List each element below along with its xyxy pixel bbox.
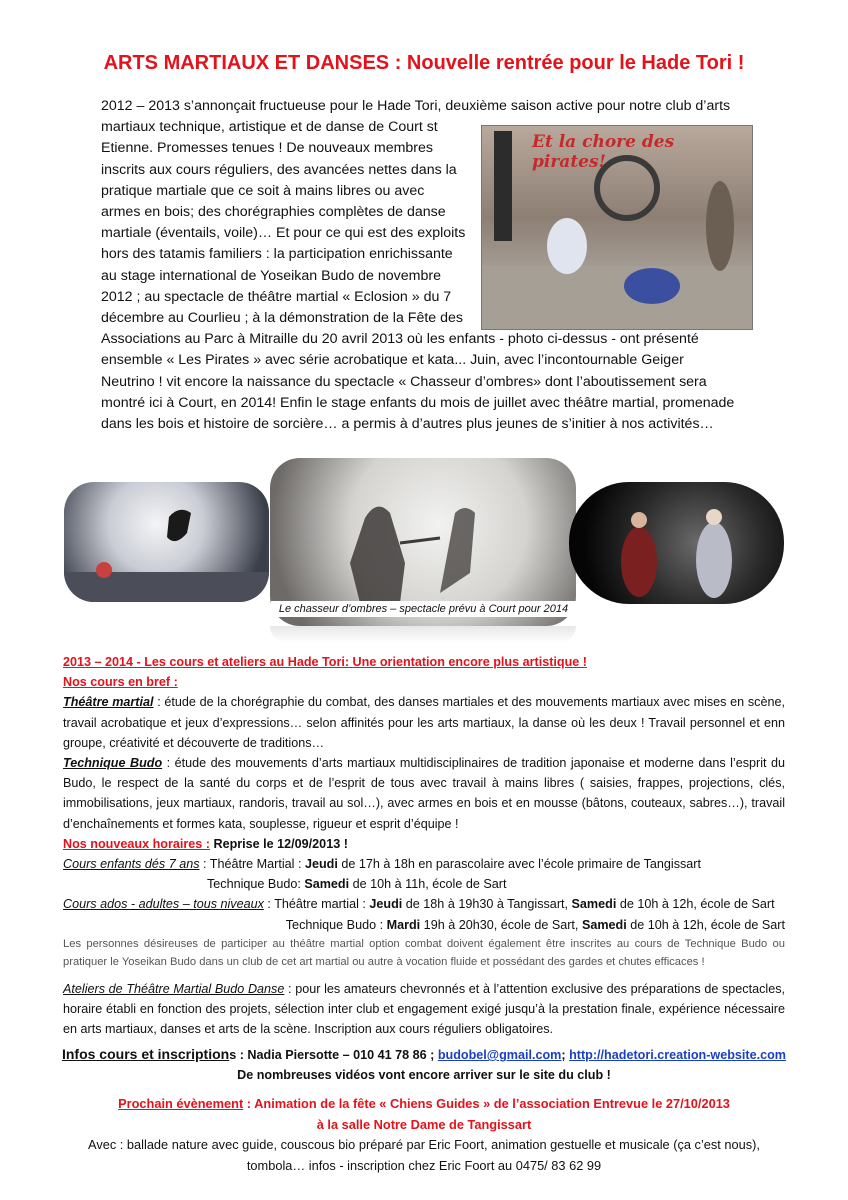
gallery-reflection <box>270 626 576 643</box>
ados-time-2b: de 10h à 12h, école de Sart <box>626 917 785 932</box>
videos-line: De nombreuses vidéos vont encore arriver sur le site du club ! <box>237 1068 611 1082</box>
nos-cours-heading: Nos cours en bref : <box>63 675 178 690</box>
shadow-photo-right-scene <box>569 482 784 604</box>
note-paragraph: Les personnes désireuses de participer au théâtre martial option combat doivent également être inscrites au cours de Technique Budo ou pratiquer le Yoseikan Budo dans un club de cet art martial ou autre à vocation fluide et possédant des gardes et chutes efficaces ! <box>63 937 785 968</box>
event-line-4: tombola… infos - inscription chez Eric Foort au 0475/ 83 62 99 <box>246 1157 602 1173</box>
website-link[interactable]: http://hadetori.creation-website.com <box>569 1048 787 1062</box>
ados-day-2: Mardi <box>386 917 421 932</box>
courses-section <box>63 652 785 1039</box>
theatre-label: Théâtre martial <box>63 695 154 710</box>
intro-line: pratique martiale que ce soit à mains libres ou avec <box>101 182 425 199</box>
theatre-paragraph <box>63 692 785 753</box>
theatre-text: : étude de la chorégraphie du combat, des danses martiales et des mouvements martiaux avec mises en scène, travail acrobatique et jeux d’expressions… selon affinités pour les arts martiaux, la danse où les deux ! Travail personnel et enn groupe, créativité et découverte de traditions… <box>63 695 785 750</box>
enfants-day-1: Jeudi <box>304 857 338 872</box>
intro-line: inscrits aux cours réguliers, des avancées nettes dans la <box>101 161 457 178</box>
intro-line: armes en bois; des chorégraphies complètes de danse <box>101 204 446 221</box>
event-line-3: Avec : ballade nature avec guide, couscous bio préparé par Eric Foort, animation gestuelle et musicale (ça c’est nous), <box>88 1137 760 1152</box>
intro-line: 2012 – 2013 s’annonçait fructueuse pour le Hade Tori, deuxième saison active pour notre club d’arts <box>101 98 731 114</box>
infos-label: Infos cours et inscription <box>61 1046 230 1062</box>
shadow-hunter-gallery <box>64 458 784 643</box>
enfants-course-1: : Théâtre Martial : <box>199 857 305 872</box>
ados-time-2: 19h à 20h30, école de Sart, <box>420 917 582 932</box>
intro-line: dans les bois et histoire de sorcière… a permis à d’autres plus jeunes de s’initier à nos activités… <box>101 416 714 433</box>
ados-time-1b: de 10h à 12h, école de Sart <box>616 897 775 912</box>
budo-paragraph <box>63 753 785 834</box>
event-label: Prochain évènement <box>118 1096 244 1111</box>
infos-separator: ; <box>561 1048 570 1062</box>
infos-label-s: s <box>229 1048 237 1062</box>
infos-section <box>0 1044 848 1085</box>
ados-day-2b: Samedi <box>581 917 627 932</box>
enfants-time-2: de 10h à 11h, école de Sart <box>349 877 507 892</box>
enfants-row-2 <box>63 874 785 894</box>
enfants-time-1: de 17h à 18h en parascolaire avec l’école primaire de Tangissart <box>337 857 701 872</box>
horaires-label: Nos nouveaux horaires : <box>63 836 210 851</box>
section-title: 2013 – 2014 - Les cours et ateliers au Hade Tori: Une orientation encore plus artistique ! <box>63 655 587 669</box>
intro-line: hors des tatamis familiers : la participation enrichissante <box>101 246 453 263</box>
ados-course-1: : Théâtre martial : <box>263 897 370 912</box>
intro-line: Etienne. Promesses tenues ! De nouveaux membres <box>101 140 433 157</box>
shadow-photo-left <box>64 482 269 602</box>
gallery-caption: Le chasseur d’ombres – spectacle prévu à Court pour 2014 <box>271 601 576 617</box>
pirates-photo <box>481 125 753 330</box>
event-line-1 <box>0 1094 848 1115</box>
page-title: ARTS MARTIAUX ET DANSES : Nouvelle rentrée pour le Hade Tori ! <box>103 52 745 74</box>
ados-day-1b: Samedi <box>571 897 617 912</box>
ateliers-paragraph <box>63 979 785 1040</box>
pirates-photo-caption: Et la chore des pirates! <box>532 132 675 172</box>
budo-text: : étude des mouvements d’arts martiaux multidisciplinaires de tradition japonaise et moderne dans l’esprit du Budo, le respect de la santé du corps et de l’esprit de tous avec travail à mains libres ( saisies, frappes, projections, clés, immobilisations, jeux martiaux, randoris, travail au sol…), avec armes en bois et en mousse (bâtons, couteaux, sabres…), travail d’enchaînements et formes kata, souplesse, rigueur et esprit d’équipe ! <box>63 756 785 831</box>
infos-contact: : Nadia Piersotte – 010 41 78 86 ; <box>236 1048 438 1062</box>
shadow-photo-left-scene <box>64 482 269 602</box>
ados-row-1 <box>63 894 785 914</box>
enfants-course-2: Technique Budo: <box>207 877 305 892</box>
ados-day-1: Jeudi <box>369 897 403 912</box>
intro-line: 2012 ; au spectacle de théâtre martial « Eclosion » du 7 <box>101 288 452 305</box>
event-section <box>0 1094 848 1176</box>
ados-time-1: de 18h à 19h30 à Tangissart, <box>402 897 572 912</box>
ateliers-label: Ateliers de Théâtre Martial Budo Danse <box>63 981 285 996</box>
intro-line: Neutrino ! vit encore la naissance du spectacle « Chasseur d’ombres» dont l’aboutissement sera <box>101 373 707 390</box>
event-line-2: à la salle Notre Dame de Tangissart <box>316 1116 532 1132</box>
intro-line: Associations au Parc à Mitraille du 20 avril 2013 où les enfants - photo ci-dessus - ont présenté <box>101 331 699 348</box>
infos-line <box>0 1044 848 1065</box>
horaires-heading <box>63 834 785 854</box>
reprise-date: Reprise le 12/09/2013 ! <box>209 836 348 851</box>
enfants-day-2: Samedi <box>304 877 350 892</box>
intro-line: ensemble « Les Pirates » avec série acrobatique et kata... Juin, avec l’incontournable Geiger <box>101 352 684 369</box>
intro-line: montré ici à Court, en 2014! Enfin le stage enfants du mois de juillet avec théâtre martial, promenade <box>101 394 735 411</box>
intro-line: martiaux technique, artistique et de danse de Court st <box>101 119 438 136</box>
ateliers-text: : pour les amateurs chevronnés et à l’attention exclusive des préparations de spectacles, horaire établi en fonction des projets, sélection inter club et engagement exigé jusqu’à la prestation finale, expérience nécessaire en arts martiaux, danses et arts de la scène. Inscription aux cours réguliers obligatoires. <box>63 981 785 1037</box>
intro-line: martiale (éventails, voile)… Et pour ce qui est des exploits <box>101 225 466 242</box>
email-link[interactable]: budobel@gmail.com <box>437 1048 562 1062</box>
ados-label: Cours ados - adultes – tous niveaux <box>63 897 264 912</box>
ados-course-2: Technique Budo : <box>285 917 387 932</box>
event-title: : Animation de la fête « Chiens Guides » de l’association Entrevue le 27/10/2013 <box>243 1096 730 1111</box>
shadow-photo-right <box>569 482 784 604</box>
budo-label: Technique Budo <box>63 756 163 771</box>
ados-row-2 <box>63 915 785 935</box>
enfants-row-1 <box>63 854 785 874</box>
intro-line: au stage international de Yoseikan Budo de novembre <box>101 267 441 284</box>
intro-line: décembre au Courlieu ; à la démonstration de la Fête des <box>101 310 463 327</box>
enfants-label: Cours enfants dés 7 ans <box>63 857 200 872</box>
